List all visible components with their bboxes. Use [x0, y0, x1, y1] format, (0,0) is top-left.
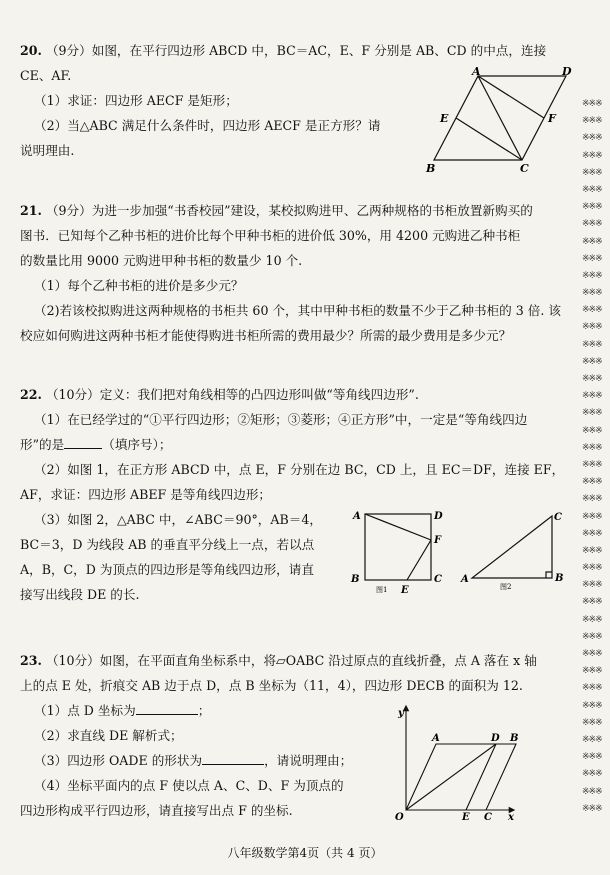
margin-mark: ※※※: [582, 786, 602, 797]
q22-part1: （1）在已经学过的“①平行四边形；②矩形；③菱形；④正方形”中，一定是“等角线四边: [34, 412, 528, 427]
q20-number: 20.: [20, 43, 42, 58]
margin-mark: ※※※: [582, 391, 602, 402]
triangle-abc: [472, 516, 552, 578]
margin-mark: ※※※: [582, 683, 602, 694]
margin-mark: ※※※: [582, 734, 602, 745]
margin-mark: ※※※: [582, 133, 602, 144]
q22-line1: [20, 386, 419, 404]
fig2-caption: 图2: [500, 583, 512, 590]
q20-part2: （2）当△ABC 满足什么条件时，四边形 AECF 是正方形？请: [34, 118, 381, 133]
q22-figure2: [458, 508, 570, 590]
q23-label-c: C: [484, 812, 492, 822]
margin-mark: ※※※: [582, 700, 602, 711]
q22-part3c: A，B，C，D 为顶点的四边形是等角线四边形，请直: [20, 562, 314, 577]
q21-part1: （1）每个乙种书柜的进价是多少元？: [34, 278, 244, 293]
q21-number: 21.: [20, 203, 42, 218]
margin-mark: ※※※: [582, 374, 602, 384]
q23-part1: [34, 702, 210, 720]
q20-label-d: D: [562, 66, 572, 78]
margin-mark: ※※※: [582, 99, 602, 109]
q23-part1-text: （1）点 D 坐标为: [34, 703, 136, 718]
q23-figure: [392, 704, 520, 822]
q20-label-f: F: [548, 112, 556, 125]
fig1-label-b: B: [351, 574, 360, 585]
margin-mark: ※※※: [582, 236, 602, 247]
margin-mark: ※※※: [582, 322, 602, 333]
page-footer: 八年级数学第4页（共 4 页）: [227, 846, 383, 860]
margin-mark: ※※※: [582, 528, 602, 539]
margin-mark: ※※※: [582, 253, 602, 264]
margin-mark: ※※※: [582, 717, 602, 728]
q23-part1-tail: ；: [197, 703, 211, 718]
q22-part1b: [20, 436, 172, 454]
margin-mark: ※※※: [582, 459, 602, 470]
margin-mark: ※※※: [582, 494, 602, 505]
q20-text: （9分）如图，在平行四边形 ABCD 中，BC＝AC，E、F 分别是 AB、CD 的中点，连接: [45, 43, 547, 58]
q23-number: 23.: [20, 653, 42, 668]
q22-part2b: AF，求证：四边形 ABEF 是等角线四边形；: [20, 487, 272, 502]
q23-label-e: E: [462, 812, 470, 822]
margin-mark: ※※※: [582, 288, 602, 299]
fig1-label-c: C: [434, 574, 442, 585]
q22-text: （10分）定义：我们把对角线相等的凸四边形叫做“等角线四边形”.: [45, 387, 419, 402]
q22-figure1: [350, 506, 455, 596]
margin-mark: ※※※: [582, 631, 602, 642]
margin-mark: ※※※: [582, 563, 602, 574]
q21-line2: 图书．已知每个乙种书柜的进价比每个甲种书柜的进价低 30%，用 4200 元购进乙种书柜: [20, 228, 521, 243]
margin-mark: ※※※: [582, 803, 602, 814]
margin-mark: ※※※: [582, 511, 602, 522]
q20-figure: [422, 66, 582, 176]
fig1-label-e: E: [401, 585, 409, 596]
margin-mark: ※※※: [582, 305, 602, 316]
q23-text: （10分）如图，在平面直角坐标系中，将▱OABC 沿过原点的直线折叠，点 A 落在 x 轴: [45, 653, 537, 668]
q20-label-b: B: [426, 162, 436, 175]
q23-part2: （2）求直线 DE 解析式；: [34, 728, 183, 743]
segment-af-fig1: [365, 514, 431, 540]
q23-label-b: B: [510, 733, 519, 744]
q22-part1b-tail: （填序号）；: [102, 437, 172, 452]
fig1-label-a: A: [353, 511, 361, 522]
margin-mark: ※※※: [582, 356, 602, 367]
margin-decoration: [582, 96, 610, 816]
fig1-label-f: F: [434, 535, 442, 546]
margin-mark: ※※※: [582, 477, 602, 488]
margin-mark: ※※※: [582, 580, 602, 591]
fig2-label-c: C: [554, 512, 562, 523]
q22-part3b: BC＝3，D 为线段 AB 的垂直平分线上一点，若以点: [20, 537, 315, 552]
parallelogram-oabc: [406, 744, 516, 810]
q21-text: （9分）为进一步加强“书香校园”建设，某校拟购进甲、乙两种规格的书柜放置新购买的: [45, 203, 533, 218]
q21-part2: （2)若该校拟购进这两种规格的书柜共 60 个，其中甲种书柜的数量不少于乙种书柜的 3 倍. 该: [34, 303, 561, 318]
margin-mark: ※※※: [582, 614, 602, 625]
margin-mark: ※※※: [582, 339, 602, 350]
margin-mark: ※※※: [582, 219, 602, 230]
q23-label-y: y: [398, 708, 404, 719]
q23-label-d: D: [491, 733, 500, 744]
margin-mark: ※※※: [582, 425, 602, 436]
margin-mark: ※※※: [582, 202, 602, 213]
q22-number: 22.: [20, 387, 42, 402]
q20-line1: [20, 42, 546, 60]
fig2-label-a: A: [461, 574, 469, 585]
margin-mark: ※※※: [582, 649, 602, 659]
q23-line1: [20, 652, 537, 670]
q23-part3-text: （3）四边形 OADE 的形状为: [34, 753, 203, 768]
fig1-label-d: D: [434, 511, 443, 522]
q20-part1: （1）求证：四边形 AECF 是矩形；: [34, 93, 238, 108]
segment-de: [466, 744, 496, 810]
margin-mark: ※※※: [582, 270, 602, 281]
q23-part4b: 四边形构成平行四边形，请直接写出点 F 的坐标.: [20, 803, 293, 818]
q23-part4: （4）坐标平面内的点 F 使以点 A、C、D、F 为顶点的: [34, 778, 344, 793]
margin-mark: ※※※: [582, 184, 602, 195]
diagonal-ac: [478, 76, 522, 160]
margin-mark: ※※※: [582, 769, 602, 780]
fig2-label-b: B: [555, 573, 564, 584]
q23-line2: 上的点 E 处，折痕交 AB 边于点 D，点 B 坐标为（11，4），四边形 DECB 的面积为 12.: [20, 678, 523, 693]
right-angle-mark: [546, 572, 552, 578]
q23-label-a: A: [432, 733, 440, 744]
q21-line1: [20, 202, 533, 220]
margin-mark: ※※※: [582, 116, 602, 127]
q20-line2: CE、AF.: [20, 68, 72, 83]
answer-blank[interactable]: [202, 752, 264, 765]
q21-part2b: 校应如何购进这两种书柜才能使得购进书柜所需的费用最少？所需的最少费用是多少元？: [20, 328, 512, 343]
margin-mark: ※※※: [582, 597, 602, 608]
q23-label-o: O: [395, 812, 404, 822]
q21-line3: 的数量比用 9000 元购进甲种书柜的数量少 10 个.: [20, 253, 303, 268]
q22-part1b-text: 形”的是: [20, 437, 65, 452]
segment-ce: [456, 118, 522, 160]
segment-af: [478, 76, 544, 118]
segment-fe-fig1: [407, 540, 431, 580]
margin-mark: ※※※: [582, 442, 602, 453]
q23-part3-tail: ，请说明理由；: [264, 753, 353, 768]
margin-mark: ※※※: [582, 167, 602, 178]
margin-mark: ※※※: [582, 666, 602, 677]
q23-label-x: x: [508, 812, 514, 822]
q20-label-a: A: [472, 66, 481, 78]
answer-blank[interactable]: [136, 702, 198, 715]
margin-mark: ※※※: [582, 408, 602, 419]
q20-part2b: 说明理由.: [20, 143, 75, 158]
margin-mark: ※※※: [582, 150, 602, 161]
q22-part3d: 接写出线段 DE 的长.: [20, 587, 140, 602]
q23-part3: [34, 752, 352, 770]
margin-mark: ※※※: [582, 752, 602, 763]
square-abcd: [365, 514, 431, 580]
margin-mark: ※※※: [582, 545, 602, 556]
q22-part3: （3）如图 2，△ABC 中，∠ABC＝90°，AB＝4，: [34, 512, 322, 527]
segment-od: [406, 744, 496, 810]
q20-label-e: E: [440, 112, 449, 125]
q20-label-c: C: [520, 162, 529, 175]
fig1-caption: 图1: [376, 586, 388, 594]
q22-part2: （2）如图 1，在正方形 ABCD 中，点 E，F 分别在边 BC，CD 上，且 EC＝DF，连接 EF，: [34, 462, 565, 477]
answer-blank[interactable]: [64, 436, 102, 449]
